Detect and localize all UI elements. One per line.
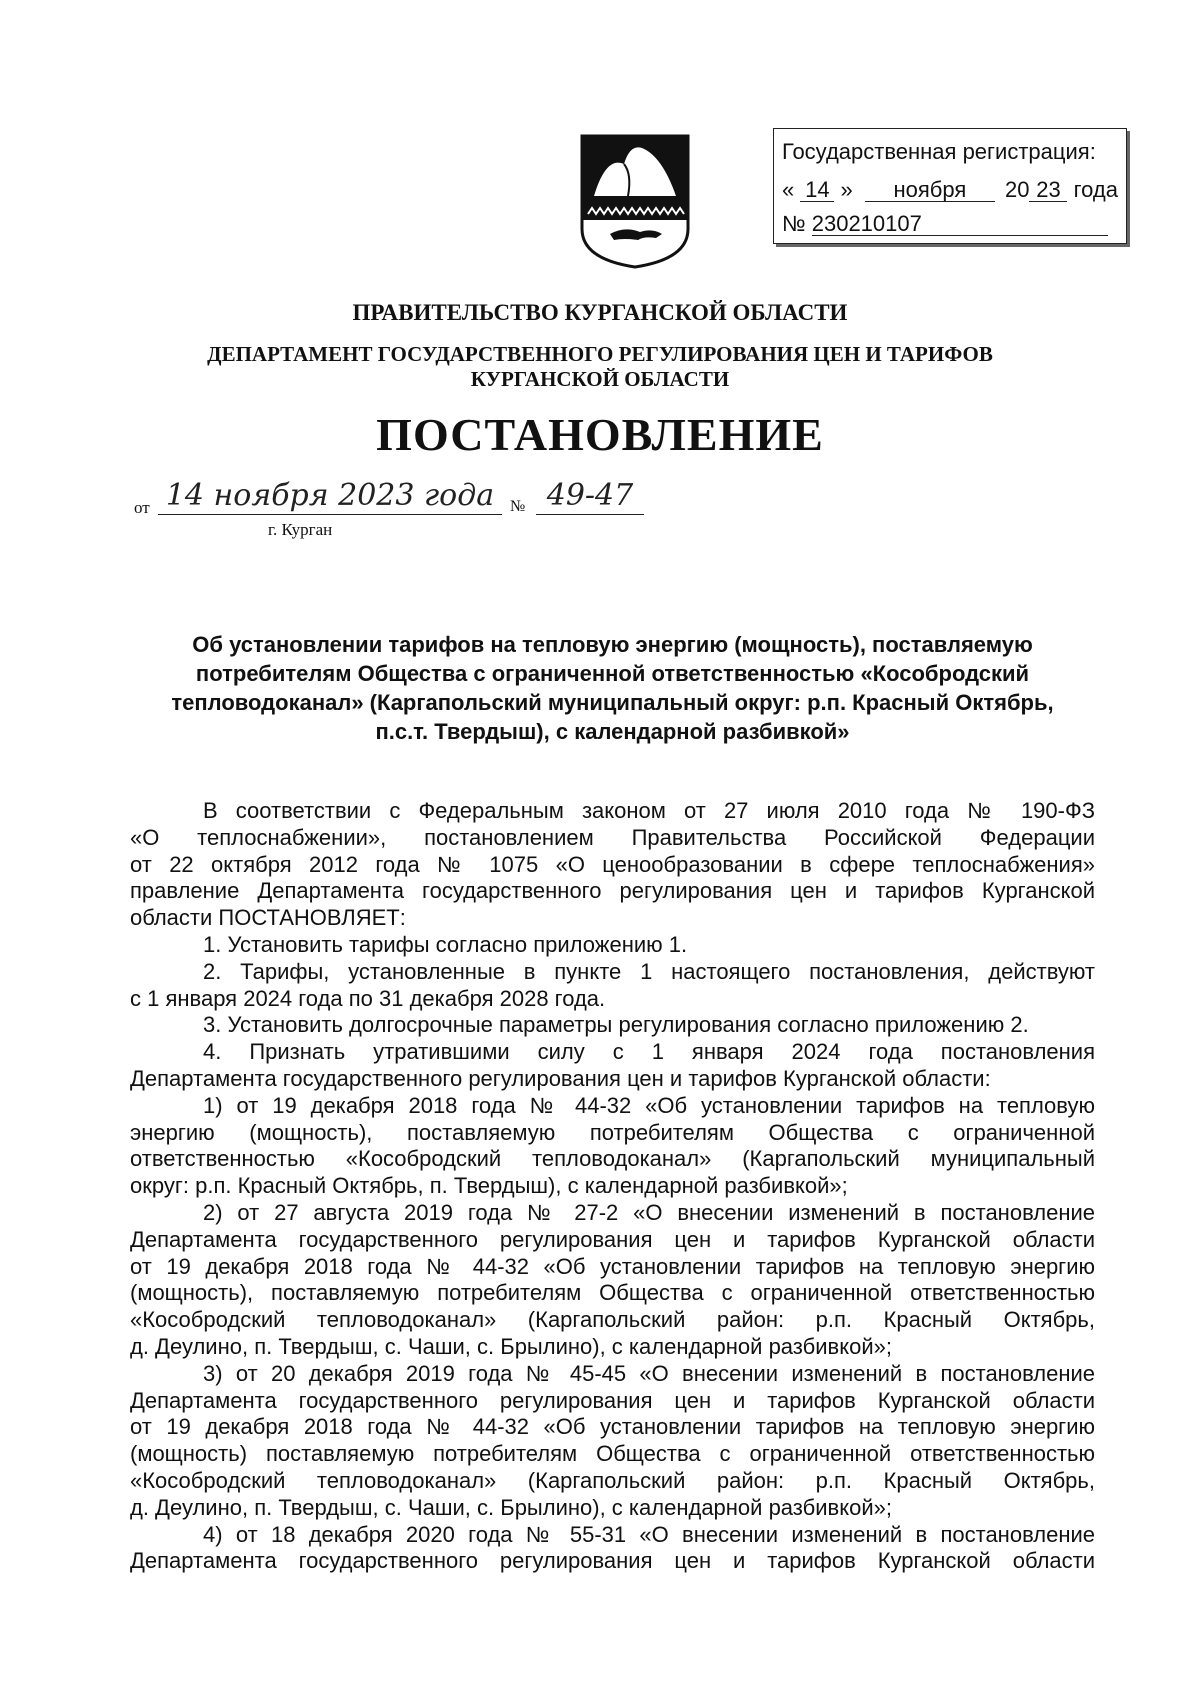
title-line: п.с.т. Твердыш), с календарной разбивкой»	[375, 719, 850, 744]
body-line: области ПОСТАНОВЛЯЕТ:	[130, 905, 406, 931]
registration-number: 230210107	[812, 213, 1108, 236]
body-line: Департамента государственного регулирования цен и тарифов Курганской области	[130, 1226, 1095, 1252]
document-title	[130, 630, 1095, 746]
body-line: 1) от 19 декабря 2018 года № 44-32 «Об установлении тарифов на тепловую	[203, 1092, 1095, 1118]
document-body	[130, 798, 1095, 1575]
registration-title: Государственная регистрация:	[782, 139, 1096, 164]
decree-date-handwritten: 14 ноября 2023 года	[158, 478, 502, 515]
body-line: 4. Признать утратившими силу с 1 января 2024 года постановления	[203, 1039, 1095, 1065]
document-type-heading: ПОСТАНОВЛЕНИЕ	[376, 409, 824, 460]
department-heading: ДЕПАРТАМЕНТ ГОСУДАРСТВЕННОГО РЕГУЛИРОВАНИЯ ЦЕН И ТАРИФОВ КУРГАНСКОЙ ОБЛАСТИ	[207, 342, 993, 391]
coat-of-arms-icon	[580, 134, 690, 269]
government-heading: ПРАВИТЕЛЬСТВО КУРГАНСКОЙ ОБЛАСТИ	[352, 300, 848, 325]
body-line: 2. Тарифы, установленные в пункте 1 настоящего постановления, действуют	[203, 958, 1095, 984]
body-line: 3. Установить долгосрочные параметры регулирования согласно приложению 2.	[203, 1012, 1029, 1038]
body-line: 1. Установить тарифы согласно приложению 1.	[203, 931, 688, 957]
body-line: округ: р.п. Красный Октябрь, п. Твердыш), с календарной разбивкой»;	[130, 1173, 848, 1199]
body-line: энергию (мощность), поставляемую потребителям Общества с ограниченной	[130, 1119, 1095, 1145]
body-line: «Кособродский тепловодоканал» (Каргапольский район: р.п. Красный Октябрь,	[130, 1307, 1095, 1333]
body-line: 2) от 27 августа 2019 года № 27-2 «О внесении изменений в постановление	[203, 1199, 1095, 1225]
body-line: «О теплоснабжении», постановлением Правительства Российской Федерации	[130, 824, 1095, 850]
body-line: «Кособродский тепловодоканал» (Каргапольский район: р.п. Красный Октябрь,	[130, 1467, 1095, 1493]
body-line: от 22 октября 2012 года № 1075 «О ценообразовании в сфере теплоснабжения»	[130, 851, 1095, 877]
body-line: 3) от 20 декабря 2019 года № 45-45 «О внесении изменений в постановление	[203, 1360, 1095, 1386]
body-line: 4) от 18 декабря 2020 года № 55-31 «О внесении изменений в постановление	[203, 1521, 1095, 1547]
decree-number-handwritten: 49-47	[536, 478, 644, 515]
body-line: Департамента государственного регулирования цен и тарифов Курганской области	[130, 1548, 1095, 1574]
body-line: Департамента государственного регулирования цен и тарифов Курганской области:	[130, 1065, 991, 1091]
body-line: (мощность) поставляемую потребителям Общества с ограниченной ответственностью	[130, 1441, 1095, 1467]
body-line: (мощность), поставляемую потребителям Общества с ограниченной ответственностью	[130, 1280, 1095, 1306]
body-line: от 19 декабря 2018 года № 44-32 «Об установлении тарифов на тепловую энергию	[130, 1414, 1095, 1440]
body-line: от 19 декабря 2018 года № 44-32 «Об установлении тарифов на тепловую энергию	[130, 1253, 1095, 1279]
registration-number-row: № 230210107	[782, 211, 1108, 237]
body-line: ответственностью «Кособродский тепловодоканал» (Каргапольский муниципальный	[130, 1146, 1095, 1172]
registration-stamp	[773, 128, 1127, 244]
body-line: Департамента государственного регулирования цен и тарифов Курганской области	[130, 1387, 1095, 1413]
title-line: потребителям Общества с ограниченной ответственностью «Кособродский	[195, 661, 1030, 686]
registration-year: 23	[1029, 179, 1067, 202]
title-line: тепловодоканал» (Каргапольский муниципальный округ: р.п. Красный Октябрь,	[171, 690, 1054, 715]
body-line: с 1 января 2024 года по 31 декабря 2028 года.	[130, 985, 606, 1011]
registration-date: « 14 » ноября 20 23 года	[782, 177, 1118, 202]
decree-date-line: от 14 ноября 2023 года № 49-47 г. Курган	[128, 478, 648, 548]
body-line: д. Деулино, п. Твердыш, с. Чаши, с. Брылино), с календарной разбивкой»;	[130, 1333, 892, 1359]
registration-month: ноября	[865, 179, 995, 202]
body-line: д. Деулино, п. Твердыш, с. Чаши, с. Брылино), с календарной разбивкой»;	[130, 1494, 892, 1520]
body-line: правление Департамента государственного регулирования цен и тарифов Курганской	[130, 878, 1095, 904]
title-line: Об установлении тарифов на тепловую энергию (мощность), поставляемую	[192, 632, 1033, 657]
decree-city: г. Курган	[268, 520, 333, 539]
registration-day: 14	[800, 179, 834, 202]
body-line: В соответствии с Федеральным законом от 27 июля 2010 года № 190-ФЗ	[203, 798, 1095, 823]
